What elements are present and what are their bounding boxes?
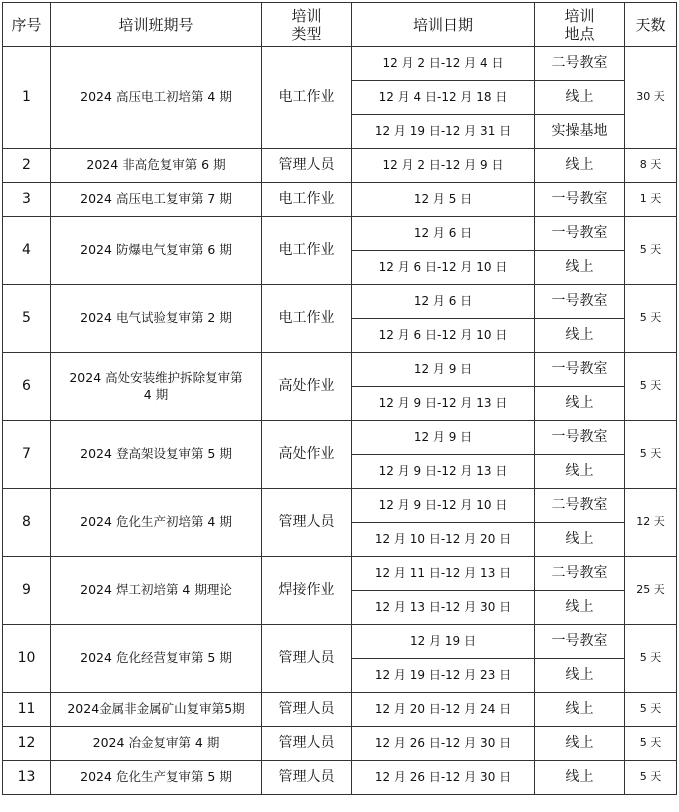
training-date-cell: 12 月 9 日	[352, 353, 535, 387]
days-cell: 5 天	[625, 217, 677, 285]
training-type-cell: 管理人员	[262, 727, 352, 761]
class-name-cell: 2024 焊工初培第 4 期理论	[51, 557, 262, 625]
row-index-cell: 8	[3, 489, 51, 557]
training-place-cell: 二号教室	[535, 489, 625, 523]
table-row	[3, 217, 677, 251]
training-place-cell: 线上	[535, 149, 625, 183]
training-type-cell: 管理人员	[262, 761, 352, 795]
training-schedule-table	[2, 2, 677, 795]
training-date-cell: 12 月 20 日-12 月 24 日	[352, 693, 535, 727]
table-row	[3, 421, 677, 455]
training-date-cell: 12 月 11 日-12 月 13 日	[352, 557, 535, 591]
training-place-cell: 实操基地	[535, 115, 625, 149]
training-place-cell: 一号教室	[535, 217, 625, 251]
training-place-cell: 线上	[535, 455, 625, 489]
training-place-cell: 一号教室	[535, 625, 625, 659]
training-place-cell: 一号教室	[535, 183, 625, 217]
row-index-cell: 5	[3, 285, 51, 353]
training-place-cell: 二号教室	[535, 557, 625, 591]
training-place-cell: 线上	[535, 761, 625, 795]
row-index-cell: 6	[3, 353, 51, 421]
training-date-cell: 12 月 9 日-12 月 13 日	[352, 455, 535, 489]
training-date-cell: 12 月 6 日-12 月 10 日	[352, 319, 535, 353]
training-date-cell: 12 月 5 日	[352, 183, 535, 217]
class-name-text: 2024 高处安装维护拆除复审第 4 期	[69, 369, 243, 402]
class-name-cell: 2024 高压电工初培第 4 期	[51, 47, 262, 149]
days-cell: 12 天	[625, 489, 677, 557]
training-place-cell: 线上	[535, 319, 625, 353]
training-type-cell: 电工作业	[262, 183, 352, 217]
training-date-cell: 12 月 19 日-12 月 31 日	[352, 115, 535, 149]
table-row	[3, 693, 677, 727]
class-name-cell	[51, 353, 262, 421]
training-place-cell: 线上	[535, 387, 625, 421]
training-place-cell: 线上	[535, 659, 625, 693]
table-row	[3, 489, 677, 523]
table-row	[3, 761, 677, 795]
header-type-text: 培训类型	[291, 6, 322, 43]
header-days: 天数	[625, 3, 677, 47]
header-place	[535, 3, 625, 47]
table-row	[3, 149, 677, 183]
training-place-cell: 线上	[535, 251, 625, 285]
training-date-cell: 12 月 2 日-12 月 4 日	[352, 47, 535, 81]
training-date-cell: 12 月 4 日-12 月 18 日	[352, 81, 535, 115]
training-type-cell: 焊接作业	[262, 557, 352, 625]
row-index-cell: 1	[3, 47, 51, 149]
training-place-cell: 线上	[535, 591, 625, 625]
training-date-cell: 12 月 19 日	[352, 625, 535, 659]
training-date-cell: 12 月 26 日-12 月 30 日	[352, 761, 535, 795]
row-index-cell: 2	[3, 149, 51, 183]
training-place-cell: 线上	[535, 523, 625, 557]
header-date: 培训日期	[352, 3, 535, 47]
class-name-cell: 2024 非高危复审第 6 期	[51, 149, 262, 183]
table-row	[3, 183, 677, 217]
header-row	[3, 3, 677, 47]
training-date-cell: 12 月 2 日-12 月 9 日	[352, 149, 535, 183]
training-place-cell: 线上	[535, 727, 625, 761]
days-cell: 5 天	[625, 353, 677, 421]
table-row	[3, 285, 677, 319]
days-cell: 1 天	[625, 183, 677, 217]
table-row	[3, 47, 677, 81]
header-place-text: 培训地点	[564, 6, 595, 43]
training-type-cell: 电工作业	[262, 217, 352, 285]
days-cell: 5 天	[625, 693, 677, 727]
row-index-cell: 3	[3, 183, 51, 217]
days-cell: 5 天	[625, 625, 677, 693]
row-index-cell: 4	[3, 217, 51, 285]
training-date-cell: 12 月 6 日	[352, 217, 535, 251]
row-index-cell: 7	[3, 421, 51, 489]
row-index-cell: 11	[3, 693, 51, 727]
class-name-cell: 2024 高压电工复审第 7 期	[51, 183, 262, 217]
training-date-cell: 12 月 9 日-12 月 10 日	[352, 489, 535, 523]
training-type-cell: 电工作业	[262, 47, 352, 149]
training-type-cell: 管理人员	[262, 489, 352, 557]
row-index-cell: 10	[3, 625, 51, 693]
days-cell: 5 天	[625, 727, 677, 761]
header-type	[262, 3, 352, 47]
training-place-cell: 一号教室	[535, 353, 625, 387]
training-date-cell: 12 月 26 日-12 月 30 日	[352, 727, 535, 761]
training-place-cell: 一号教室	[535, 421, 625, 455]
training-date-cell: 12 月 9 日	[352, 421, 535, 455]
class-name-cell: 2024 电气试验复审第 2 期	[51, 285, 262, 353]
training-type-cell: 高处作业	[262, 421, 352, 489]
training-place-cell: 线上	[535, 693, 625, 727]
class-name-cell: 2024 登高架设复审第 5 期	[51, 421, 262, 489]
days-cell: 5 天	[625, 421, 677, 489]
row-index-cell: 12	[3, 727, 51, 761]
days-cell: 5 天	[625, 761, 677, 795]
table-row	[3, 727, 677, 761]
training-type-cell: 管理人员	[262, 625, 352, 693]
class-name-cell: 2024 危化生产初培第 4 期	[51, 489, 262, 557]
days-cell: 25 天	[625, 557, 677, 625]
training-date-cell: 12 月 9 日-12 月 13 日	[352, 387, 535, 421]
row-index-cell: 13	[3, 761, 51, 795]
days-cell: 8 天	[625, 149, 677, 183]
class-name-cell: 2024金属非金属矿山复审第5期	[51, 693, 262, 727]
training-place-cell: 线上	[535, 81, 625, 115]
header-index: 序号	[3, 3, 51, 47]
training-date-cell: 12 月 13 日-12 月 30 日	[352, 591, 535, 625]
table-row	[3, 557, 677, 591]
days-cell: 5 天	[625, 285, 677, 353]
class-name-cell: 2024 危化生产复审第 5 期	[51, 761, 262, 795]
class-name-cell: 2024 防爆电气复审第 6 期	[51, 217, 262, 285]
table-row	[3, 625, 677, 659]
training-date-cell: 12 月 10 日-12 月 20 日	[352, 523, 535, 557]
row-index-cell: 9	[3, 557, 51, 625]
table-body	[3, 47, 677, 795]
days-cell: 30 天	[625, 47, 677, 149]
training-date-cell: 12 月 19 日-12 月 23 日	[352, 659, 535, 693]
table-row	[3, 353, 677, 387]
class-name-cell: 2024 危化经营复审第 5 期	[51, 625, 262, 693]
header-class-name: 培训班期号	[51, 3, 262, 47]
class-name-cell: 2024 冶金复审第 4 期	[51, 727, 262, 761]
training-place-cell: 二号教室	[535, 47, 625, 81]
training-date-cell: 12 月 6 日	[352, 285, 535, 319]
training-type-cell: 管理人员	[262, 693, 352, 727]
training-type-cell: 管理人员	[262, 149, 352, 183]
training-type-cell: 电工作业	[262, 285, 352, 353]
training-place-cell: 一号教室	[535, 285, 625, 319]
training-type-cell: 高处作业	[262, 353, 352, 421]
training-date-cell: 12 月 6 日-12 月 10 日	[352, 251, 535, 285]
